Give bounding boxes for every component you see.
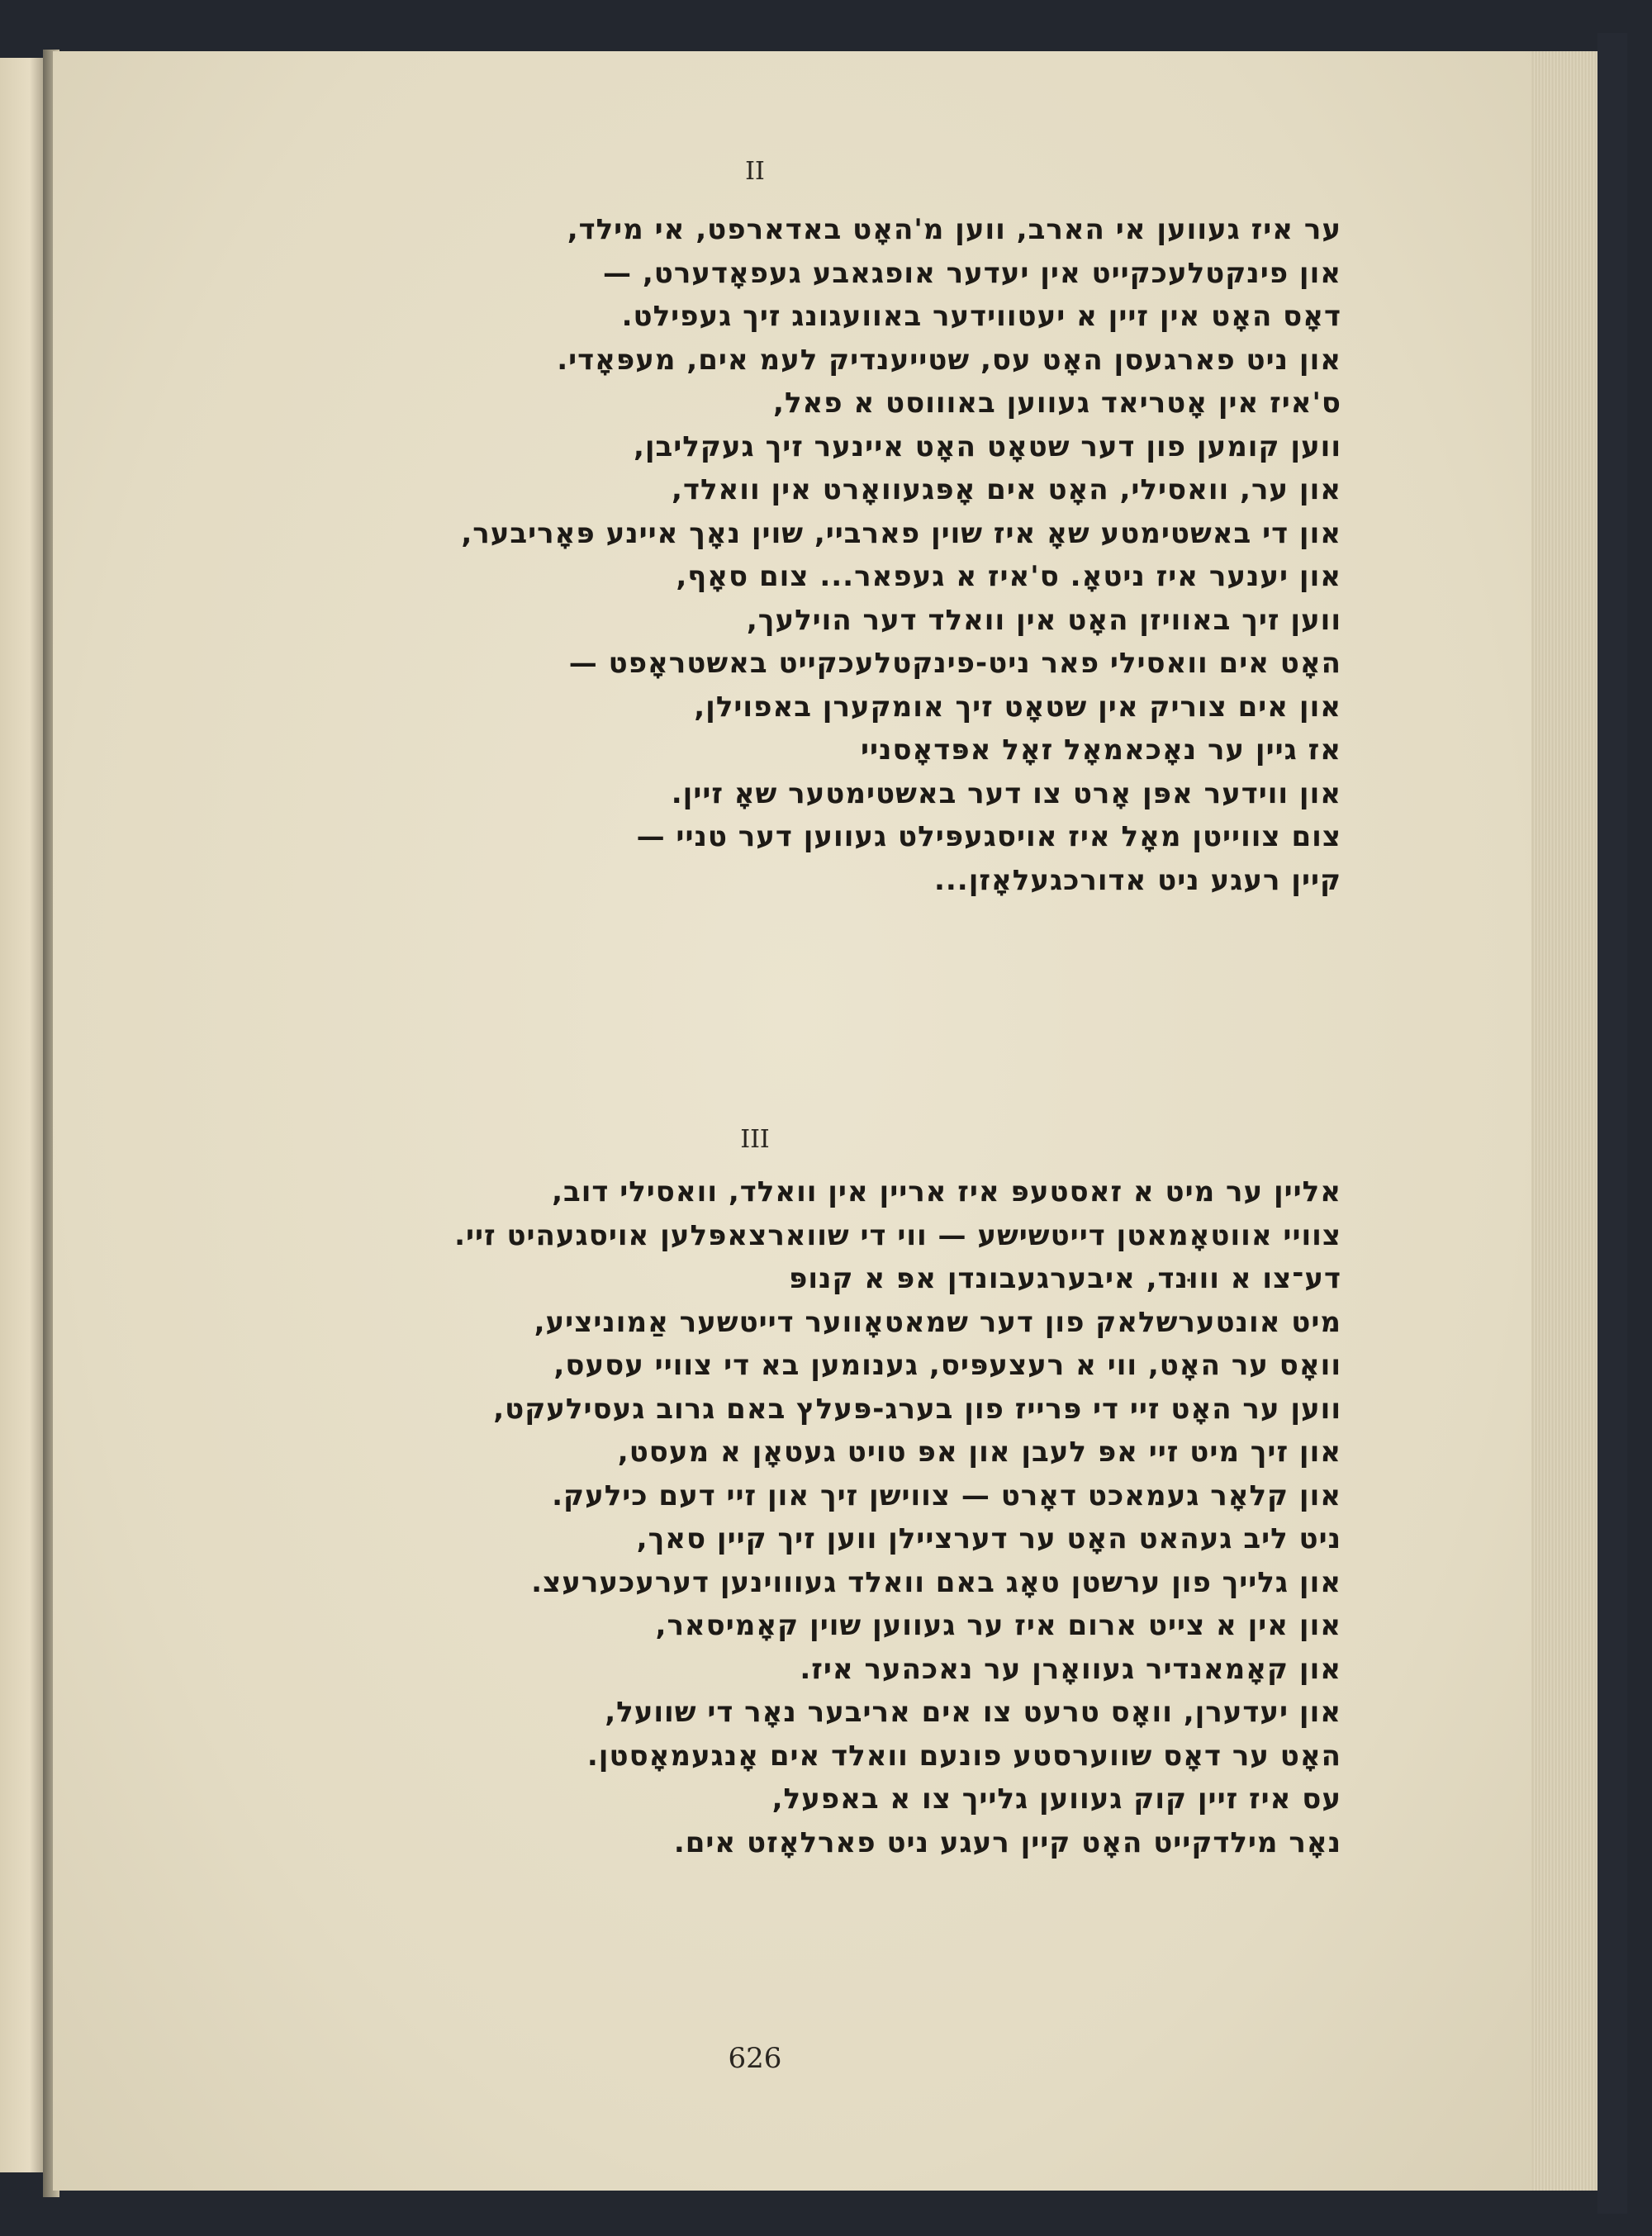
- section-3-text: [193, 1170, 1341, 1864]
- page-number: 626: [728, 2042, 782, 2075]
- section-numeral-3: III: [740, 1125, 770, 1154]
- poem-line: און אים צוריק אין שטאָט זיך אומקערן באפוילן,: [694, 690, 1341, 724]
- poem-line: צום צווייטן מאָל איז אויסגעפּילט געווען דער טניי —: [636, 820, 1341, 853]
- poem-line: אליין ער מיט א זאסטעפּ איז אריין אין וואלד, וואסילי דוב,: [552, 1175, 1341, 1208]
- poem-line: און אין א צייט ארום איז ער געווען שוין קאָמיסאר,: [655, 1609, 1341, 1642]
- poem-line: ער איז געווען אי הארב, ווען מ'האָט באדארפט, אי מילד,: [567, 213, 1341, 246]
- poem-line: ווען זיך באוויזן האָט אין וואלד דער הוילעך,: [746, 603, 1341, 637]
- poem-line: און גלייך פון ערשטן טאָג באם וואלד געוווינען דערעכערעצ.: [531, 1565, 1341, 1599]
- poem-line: און קלאָר געמאכט דאָרט — צווישן זיך און זיי דעם כילעק.: [552, 1479, 1341, 1512]
- section-2-text: [193, 208, 1341, 902]
- poem-line: און יענער איז ניטאָ. ס'איז א געפאר... צום סאָף,: [676, 560, 1341, 593]
- poem-line: אז גיין ער נאָכאמאָל זאָל אפּדאָסניי: [861, 733, 1341, 767]
- book-page: [53, 51, 1531, 2191]
- poem-line: ווען קומען פון דער שטאָט האָט איינער זיך געקליבן,: [633, 430, 1341, 463]
- section-numeral-2: II: [745, 157, 765, 186]
- poem-line: און די באשטימטע שאָ איז שוין פארביי, שוין נאָך איינע פּאָריבער,: [461, 516, 1341, 550]
- poem-line: דע־צו א וווּנד, איבערגעבונדן אפּ א קנופּ: [789, 1262, 1341, 1295]
- poem-line: ס'איז אין אָטריאד געווען באוווסט א פאל,: [773, 387, 1341, 420]
- poem-line: קיין רעגע ניט אדורכגעלאָזן...: [933, 863, 1341, 897]
- poem-line: און ער, וואסילי, האָט אים אָפּגעוואָרט אין וואלד,: [672, 473, 1341, 506]
- poem-line: וואָס ער האָט, ווי א רעצעפּיס, גענומען בא די צוויי עסעס,: [553, 1349, 1341, 1382]
- book-cover-edge: [1597, 33, 1627, 2214]
- poem-line: צוויי אווטאָמאטן דייטשישע — ווי די שווארצאפּלען אויסגעהיט זיי.: [454, 1218, 1341, 1252]
- left-page-edge: [0, 58, 50, 2172]
- poem-line: האָט ער דאָס שווערסטע פונעם וואלד אים אָנגעמאָסטן.: [586, 1739, 1341, 1773]
- poem-line: האָט אים וואסילי פאר ניט-פינקטלעכקייט באשטראָפט —: [568, 647, 1341, 680]
- poem-line: דאָס האָט אין זיין א יעטווידער באוועגונג זיך געפילט.: [621, 300, 1341, 333]
- poem-line: און ווידער אפּן אָרט צו דער באשטימטער שאָ זיין.: [671, 776, 1341, 810]
- poem-line: עס איז זיין קוק געווען גלייך צו א באפעל,: [771, 1783, 1341, 1816]
- poem-line: און ניט פארגעסן האָט עס, שטייענדיק לעמ אים, מעפּאָדי.: [557, 343, 1341, 377]
- poem-line: און זיך מיט זיי אפּ לעבן און אפּ טויט געטאָן א מעסט,: [617, 1436, 1341, 1469]
- page-block-edge: [1531, 51, 1597, 2191]
- poem-line: נאָר מילדקייט האָט קיין רעגע ניט פארלאָזט אים.: [673, 1825, 1341, 1859]
- poem-line: ניט ליב געהאט האָט ער דערציילן ווען זיך קיין סאך,: [636, 1522, 1341, 1555]
- poem-line: און קאָמאנדיר געוואָרן ער נאכהער איז.: [800, 1652, 1341, 1686]
- poem-line: מיט אונטערשלאק פון דער שמאטאָווער דייטשער אַמוניציע,: [534, 1305, 1341, 1339]
- poem-line: און פינקטלעכקייט אין יעדער אופגאבע געפאָדערט, —: [602, 256, 1341, 290]
- poem-line: און יעדערן, וואָס טרעט צו אים אריבער נאָר די שוועל,: [605, 1696, 1341, 1729]
- poem-line: ווען ער האָט זיי די פּרייז פון בערג-פּעלץ באם גרוב געסילעקט,: [493, 1392, 1341, 1426]
